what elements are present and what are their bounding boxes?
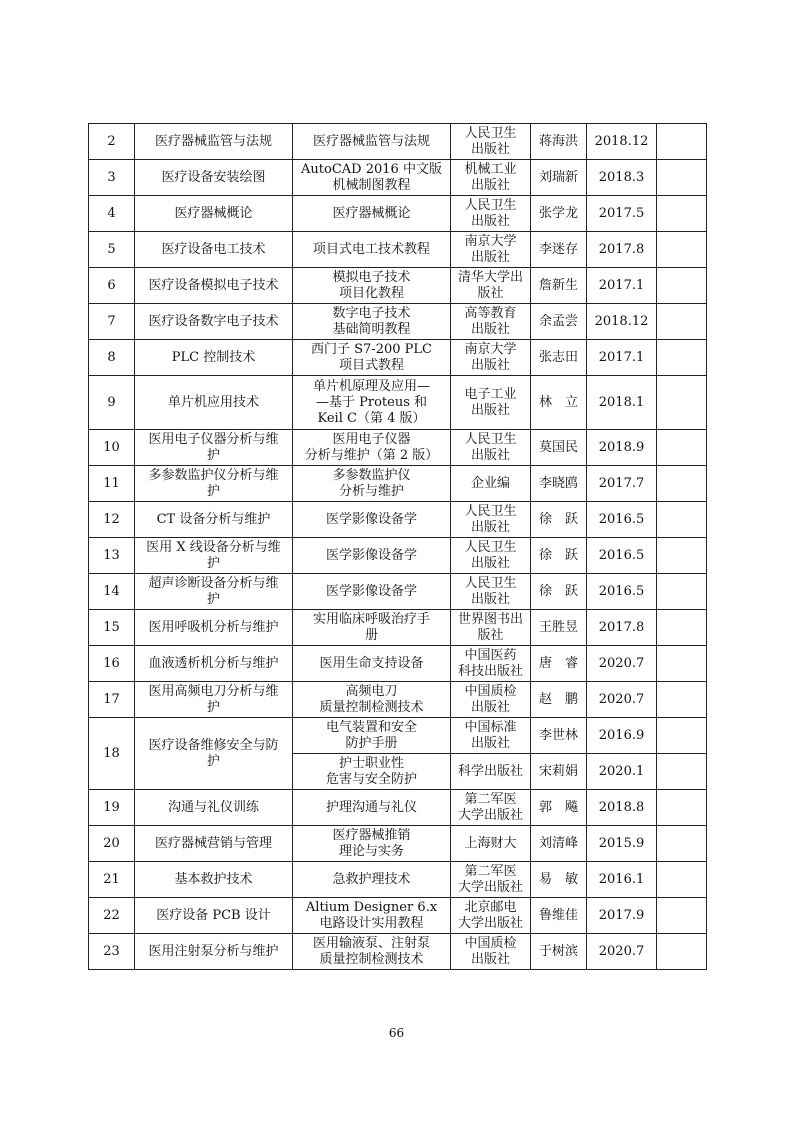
col-editor: 刘清峰 (531, 826, 587, 862)
col-date: 2016.5 (587, 538, 657, 574)
col-editor: 鲁维佳 (531, 898, 587, 934)
col-editor: 李世林 (531, 718, 587, 754)
col-note (657, 304, 707, 340)
col-date: 2016.5 (587, 574, 657, 610)
col-number: 18 (89, 718, 135, 790)
col-number: 10 (89, 430, 135, 466)
col-number: 21 (89, 862, 135, 898)
col-note (657, 124, 707, 160)
col-number: 17 (89, 682, 135, 718)
col-course: 医疗器械监管与法规 (135, 124, 293, 160)
col-course: 医疗设备维修安全与防 护 (135, 718, 293, 790)
col-course: 医用 X 线设备分析与维 护 (135, 538, 293, 574)
col-course: 医疗设备数字电子技术 (135, 304, 293, 340)
table-row (89, 502, 707, 538)
col-number: 19 (89, 790, 135, 826)
col-publisher: 人民卫生 出版社 (451, 502, 531, 538)
col-number: 8 (89, 340, 135, 376)
col-publisher: 中国医药 科技出版社 (451, 646, 531, 682)
col-editor: 徐 跃 (531, 538, 587, 574)
col-date: 2020.7 (587, 646, 657, 682)
col-note (657, 232, 707, 268)
col-publisher: 人民卫生 出版社 (451, 574, 531, 610)
col-course: 医疗器械概论 (135, 196, 293, 232)
col-publisher: 上海财大 (451, 826, 531, 862)
col-course: 医疗设备 PCB 设计 (135, 898, 293, 934)
col-note (657, 502, 707, 538)
col-publisher: 科学出版社 (451, 754, 531, 790)
col-number: 6 (89, 268, 135, 304)
col-note (657, 196, 707, 232)
col-course: 医用电子仪器分析与维 护 (135, 430, 293, 466)
col-publisher: 中国质检 出版社 (451, 682, 531, 718)
col-textbook: 数字电子技术 基础简明教程 (293, 304, 451, 340)
col-textbook: 医疗器械概论 (293, 196, 451, 232)
col-textbook: 单片机原理及应用— —基于 Proteus 和 Keil C（第 4 版） (293, 376, 451, 430)
col-editor: 赵 鹏 (531, 682, 587, 718)
col-note (657, 898, 707, 934)
col-number: 9 (89, 376, 135, 430)
col-editor: 余孟尝 (531, 304, 587, 340)
table-row (89, 610, 707, 646)
col-number: 15 (89, 610, 135, 646)
table-row (89, 862, 707, 898)
col-publisher: 中国质检 出版社 (451, 934, 531, 970)
col-course: 基本救护技术 (135, 862, 293, 898)
col-publisher: 第二军医 大学出版社 (451, 790, 531, 826)
table-row (89, 934, 707, 970)
col-note (657, 466, 707, 502)
col-number: 11 (89, 466, 135, 502)
col-textbook: 项目式电工技术教程 (293, 232, 451, 268)
table-row (89, 232, 707, 268)
table-row (89, 790, 707, 826)
col-course: 多参数监护仪分析与维 护 (135, 466, 293, 502)
table-row (89, 430, 707, 466)
col-editor: 王胜昱 (531, 610, 587, 646)
col-textbook: 电气装置和安全 防护手册 (293, 718, 451, 754)
col-editor: 李迷存 (531, 232, 587, 268)
col-number: 16 (89, 646, 135, 682)
col-number: 2 (89, 124, 135, 160)
col-course: 单片机应用技术 (135, 376, 293, 430)
table-row (89, 682, 707, 718)
col-publisher: 电子工业 出版社 (451, 376, 531, 430)
col-date: 2018.12 (587, 304, 657, 340)
col-publisher: 第二军医 大学出版社 (451, 862, 531, 898)
table-row (89, 718, 707, 754)
col-date: 2017.5 (587, 196, 657, 232)
col-number: 12 (89, 502, 135, 538)
col-textbook: 医学影像设备学 (293, 502, 451, 538)
col-publisher: 人民卫生 出版社 (451, 538, 531, 574)
table-row (89, 160, 707, 196)
col-publisher: 世界图书出 版社 (451, 610, 531, 646)
col-date: 2020.1 (587, 754, 657, 790)
table-row (89, 826, 707, 862)
col-editor: 詹新生 (531, 268, 587, 304)
col-note (657, 862, 707, 898)
table-row (89, 466, 707, 502)
col-textbook: Altium Designer 6.x 电路设计实用教程 (293, 898, 451, 934)
col-course: 超声诊断设备分析与维 护 (135, 574, 293, 610)
col-textbook: 模拟电子技术 项目化教程 (293, 268, 451, 304)
col-editor: 易 敏 (531, 862, 587, 898)
col-editor: 于树滨 (531, 934, 587, 970)
col-date: 2020.7 (587, 682, 657, 718)
col-editor: 宋莉娟 (531, 754, 587, 790)
col-number: 23 (89, 934, 135, 970)
col-course: 医用注射泵分析与维护 (135, 934, 293, 970)
col-publisher: 高等教育 出版社 (451, 304, 531, 340)
col-note (657, 718, 707, 754)
col-date: 2018.3 (587, 160, 657, 196)
col-course: 医用高频电刀分析与维 护 (135, 682, 293, 718)
col-date: 2018.1 (587, 376, 657, 430)
col-date: 2017.7 (587, 466, 657, 502)
table-row (89, 574, 707, 610)
col-note (657, 340, 707, 376)
col-publisher: 北京邮电 大学出版社 (451, 898, 531, 934)
table-row (89, 646, 707, 682)
col-date: 2016.5 (587, 502, 657, 538)
textbook-table-body (89, 124, 707, 970)
col-textbook: 实用临床呼吸治疗手 册 (293, 610, 451, 646)
table-row (89, 304, 707, 340)
col-course: 医疗设备安装绘图 (135, 160, 293, 196)
col-number: 14 (89, 574, 135, 610)
col-number: 7 (89, 304, 135, 340)
col-course: 血液透析机分析与维护 (135, 646, 293, 682)
table-row (89, 124, 707, 160)
col-number: 3 (89, 160, 135, 196)
col-number: 5 (89, 232, 135, 268)
col-note (657, 610, 707, 646)
col-editor: 李晓鸥 (531, 466, 587, 502)
col-publisher: 人民卫生 出版社 (451, 430, 531, 466)
col-textbook: 西门子 S7-200 PLC 项目式教程 (293, 340, 451, 376)
col-date: 2018.12 (587, 124, 657, 160)
col-date: 2017.8 (587, 232, 657, 268)
col-course: 沟通与礼仪训练 (135, 790, 293, 826)
col-number: 22 (89, 898, 135, 934)
col-note (657, 682, 707, 718)
col-publisher: 人民卫生 出版社 (451, 196, 531, 232)
col-date: 2017.8 (587, 610, 657, 646)
col-course: 医用呼吸机分析与维护 (135, 610, 293, 646)
col-note (657, 430, 707, 466)
col-textbook: 医疗器械推销 理论与实务 (293, 826, 451, 862)
textbook-table (88, 123, 707, 970)
col-editor: 张学龙 (531, 196, 587, 232)
col-textbook: 护士职业性 危害与安全防护 (293, 754, 451, 790)
col-editor: 莫国民 (531, 430, 587, 466)
col-date: 2015.9 (587, 826, 657, 862)
col-textbook: AutoCAD 2016 中文版 机械制图教程 (293, 160, 451, 196)
table-row (89, 376, 707, 430)
col-note (657, 538, 707, 574)
col-textbook: 医用电子仪器 分析与维护（第 2 版） (293, 430, 451, 466)
col-textbook: 医学影像设备学 (293, 538, 451, 574)
col-publisher: 企业编 (451, 466, 531, 502)
col-course: 医疗设备电工技术 (135, 232, 293, 268)
col-textbook: 医疗器械监管与法规 (293, 124, 451, 160)
col-course: 医疗器械营销与管理 (135, 826, 293, 862)
col-publisher: 机械工业 出版社 (451, 160, 531, 196)
col-editor: 唐 睿 (531, 646, 587, 682)
col-course: 医疗设备模拟电子技术 (135, 268, 293, 304)
col-date: 2016.1 (587, 862, 657, 898)
col-date: 2017.9 (587, 898, 657, 934)
col-date: 2017.1 (587, 340, 657, 376)
col-number: 13 (89, 538, 135, 574)
col-publisher: 人民卫生 出版社 (451, 124, 531, 160)
col-editor: 刘瑞新 (531, 160, 587, 196)
col-editor: 郭 飚 (531, 790, 587, 826)
col-publisher: 清华大学出 版社 (451, 268, 531, 304)
table-row (89, 340, 707, 376)
col-date: 2016.9 (587, 718, 657, 754)
col-textbook: 医用生命支持设备 (293, 646, 451, 682)
col-textbook: 急救护理技术 (293, 862, 451, 898)
col-note (657, 160, 707, 196)
col-editor: 林 立 (531, 376, 587, 430)
col-editor: 徐 跃 (531, 574, 587, 610)
col-publisher: 南京大学 出版社 (451, 340, 531, 376)
col-editor: 张志田 (531, 340, 587, 376)
table-row (89, 538, 707, 574)
table-row (89, 898, 707, 934)
col-editor: 蒋海洪 (531, 124, 587, 160)
col-note (657, 790, 707, 826)
col-textbook: 护理沟通与礼仪 (293, 790, 451, 826)
col-number: 4 (89, 196, 135, 232)
col-note (657, 646, 707, 682)
col-publisher: 中国标准 出版社 (451, 718, 531, 754)
col-date: 2018.9 (587, 430, 657, 466)
col-note (657, 934, 707, 970)
col-number: 20 (89, 826, 135, 862)
col-date: 2020.7 (587, 934, 657, 970)
col-publisher: 南京大学 出版社 (451, 232, 531, 268)
col-note (657, 754, 707, 790)
col-textbook: 高频电刀 质量控制检测技术 (293, 682, 451, 718)
col-course: PLC 控制技术 (135, 340, 293, 376)
col-date: 2017.1 (587, 268, 657, 304)
col-note (657, 268, 707, 304)
col-course: CT 设备分析与维护 (135, 502, 293, 538)
col-date: 2018.8 (587, 790, 657, 826)
col-note (657, 574, 707, 610)
col-note (657, 826, 707, 862)
col-editor: 徐 跃 (531, 502, 587, 538)
col-note (657, 376, 707, 430)
col-textbook: 多参数监护仪 分析与维护 (293, 466, 451, 502)
page-number: 66 (388, 1026, 405, 1040)
table-row (89, 196, 707, 232)
table-row (89, 268, 707, 304)
col-textbook: 医学影像设备学 (293, 574, 451, 610)
col-textbook: 医用输液泵、注射泵 质量控制检测技术 (293, 934, 451, 970)
